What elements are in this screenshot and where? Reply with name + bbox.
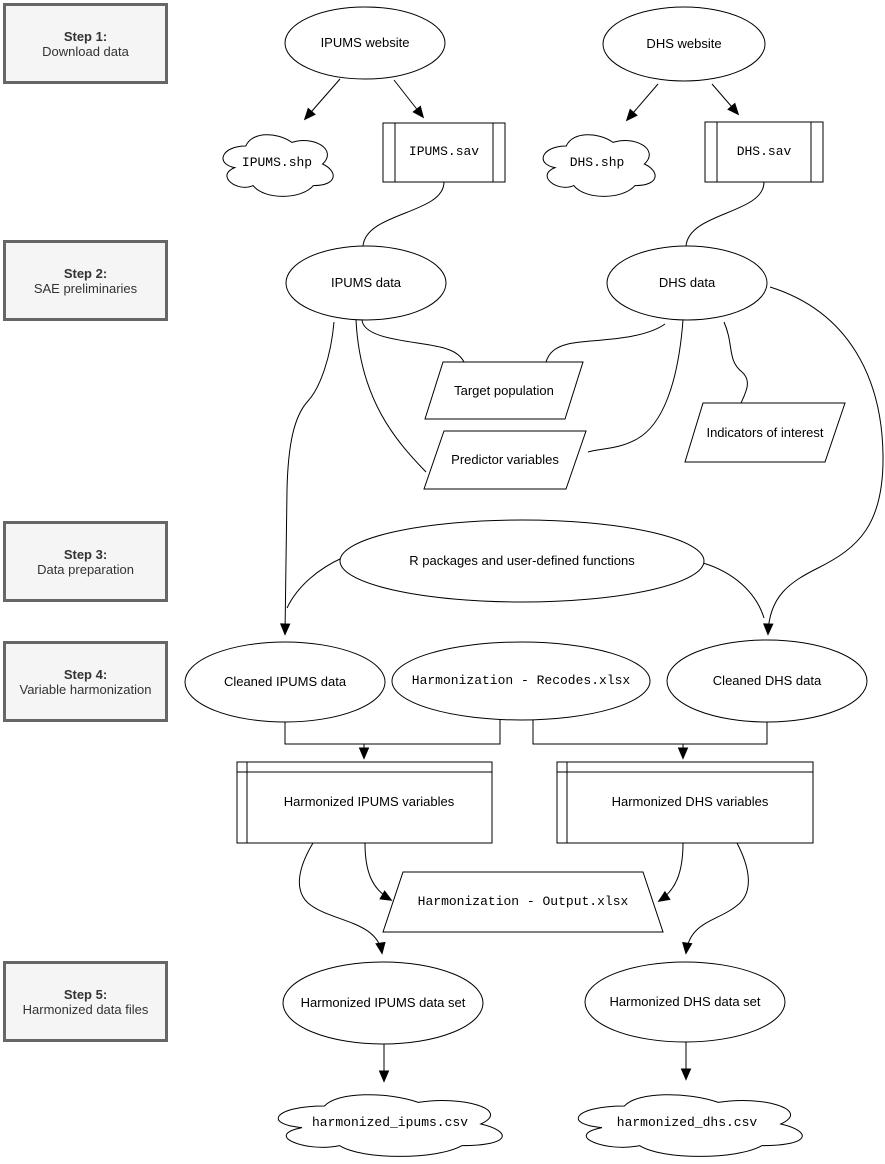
edge-cleaned-dhs-to-right-bus [683, 722, 767, 744]
predictor-variables-label: Predictor variables [451, 452, 559, 468]
arrow-harmonized-dhs-variables-to-output [659, 843, 683, 901]
step-5-box [3, 961, 168, 1042]
edge-cleaned-ipums-to-left-bus [285, 722, 364, 744]
arrow-dhs-website-to-dhs-sav [712, 84, 738, 114]
step-2-box [3, 240, 168, 321]
step-3-subtitle: Data preparation [37, 561, 134, 577]
target-population-label: Target population [454, 383, 554, 399]
step-4-subtitle: Variable harmonization [19, 681, 152, 697]
edge-dhs-data-to-target-population [546, 324, 665, 362]
arrow-harmonized-ipums-variables-to-data-set [299, 843, 382, 953]
harmonized-dhs-data-set-label: Harmonized DHS data set [609, 994, 761, 1010]
dhs-data-label: DHS data [658, 275, 716, 291]
arrow-harmonized-ipums-variables-to-output [365, 843, 391, 900]
harmonization-output-label: Harmonization - Output.xlsx [417, 894, 629, 910]
edge-recodes-to-left-bus [364, 718, 500, 744]
edge-ipums-data-to-target-population [362, 320, 464, 362]
ipums-sav-label: IPUMS.sav [408, 144, 480, 160]
harmonized-ipums-data-set-label: Harmonized IPUMS data set [300, 995, 466, 1011]
arrow-harmonized-dhs-variables-to-data-set [686, 843, 748, 953]
edge-dhs-sav-to-dhs-data [686, 182, 764, 246]
step-3-box [3, 521, 168, 602]
ipums-website-label: IPUMS website [320, 35, 410, 51]
edge-dhs-data-to-indicators-of-interest [724, 322, 747, 403]
harmonized-dhs-csv-label: harmonized_dhs.csv [616, 1115, 758, 1131]
harmonization-recodes-label: Harmonization - Recodes.xlsx [411, 673, 631, 689]
step-1-subtitle: Download data [42, 43, 129, 59]
harmonized-ipums-variables-label: Harmonized IPUMS variables [283, 794, 455, 810]
dhs-website-label: DHS website [646, 36, 722, 52]
r-packages-label: R packages and user-defined functions [409, 553, 635, 569]
step-5-subtitle: Harmonized data files [22, 1001, 149, 1017]
arrow-ipums-website-to-ipums-sav [394, 80, 423, 117]
harmonized-ipums-csv-label: harmonized_ipums.csv [311, 1115, 469, 1131]
step-5-title: Step 5: [63, 986, 108, 1002]
cleaned-ipums-data-label: Cleaned IPUMS data [223, 674, 347, 690]
step-1-box [3, 3, 168, 84]
arrow-ipums-data-to-cleaned-ipums-data [285, 322, 334, 634]
step-2-title: Step 2: [63, 265, 108, 281]
arrow-ipums-website-to-ipums-shp [305, 79, 340, 119]
edge-recodes-to-right-bus [533, 717, 683, 744]
step-2-subtitle: SAE preliminaries [33, 280, 138, 296]
edge-r-packages-to-cleaned-dhs-arrow [703, 563, 764, 618]
arrow-dhs-website-to-dhs-shp [627, 84, 658, 120]
step-4-title: Step 4: [63, 666, 108, 682]
indicators-of-interest-label: Indicators of interest [706, 425, 824, 441]
step-4-box [3, 641, 168, 722]
step-1-title: Step 1: [63, 28, 108, 44]
harmonized-dhs-variables-label: Harmonized DHS variables [611, 794, 769, 810]
edge-r-packages-to-cleaned-ipums-arrow [287, 558, 342, 608]
ipums-data-label: IPUMS data [330, 275, 402, 291]
dhs-shp-label: DHS.shp [569, 155, 625, 171]
ipums-shp-label: IPUMS.shp [241, 155, 313, 171]
cleaned-dhs-data-label: Cleaned DHS data [712, 673, 822, 689]
edge-ipums-sav-to-ipums-data [363, 182, 444, 246]
dhs-sav-label: DHS.sav [736, 144, 792, 160]
step-3-title: Step 3: [63, 546, 108, 562]
